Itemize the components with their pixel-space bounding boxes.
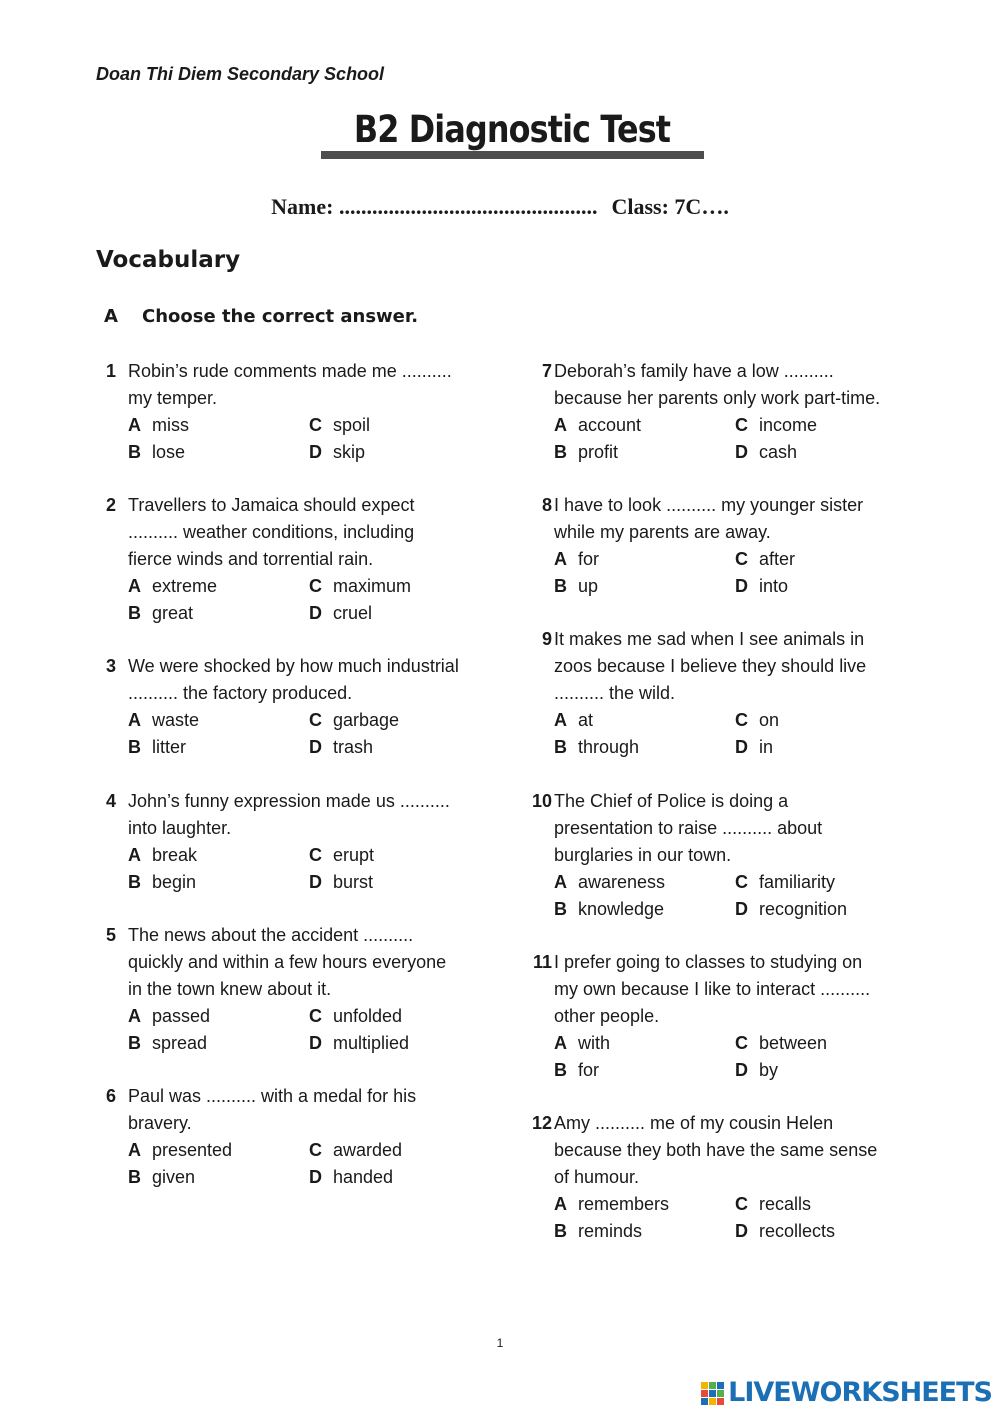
option-c[interactable] — [309, 1137, 402, 1164]
option-a[interactable] — [128, 1137, 232, 1164]
option-a[interactable] — [554, 546, 599, 573]
question-text: It makes me sad when I see animals in zoos because I believe they should live .......... the wild. — [554, 629, 867, 703]
option-text: account — [578, 415, 642, 435]
option-letter: B — [128, 1033, 141, 1053]
option-d[interactable] — [735, 1218, 835, 1245]
option-letter: C — [735, 710, 748, 730]
title-underline — [321, 151, 704, 159]
option-letter: D — [309, 603, 322, 623]
question-number: 6 — [105, 1086, 116, 1106]
option-text: in — [759, 737, 774, 757]
option-d[interactable] — [309, 600, 372, 627]
option-letter: B — [554, 576, 567, 596]
option-b[interactable] — [554, 1218, 642, 1245]
option-d[interactable] — [309, 869, 373, 896]
option-letter: C — [735, 872, 748, 892]
option-text: for — [578, 1060, 600, 1080]
option-text: break — [152, 845, 198, 865]
question-text: I have to look .......... my younger sister while my parents are away. — [554, 495, 864, 542]
option-letter: C — [309, 1140, 322, 1160]
option-text: between — [759, 1033, 828, 1053]
option-letter: D — [735, 1060, 748, 1080]
option-text: spoil — [333, 415, 371, 435]
question-text: I prefer going to classes to studying on my own because I like to interact .......... other people. — [554, 952, 871, 1026]
class-field[interactable]: Class: 7C…. — [611, 194, 729, 219]
option-letter: A — [554, 549, 567, 569]
option-text: spread — [152, 1033, 208, 1053]
task-instruction — [104, 306, 418, 327]
option-letter: A — [554, 872, 567, 892]
option-letter: B — [128, 872, 141, 892]
option-letter: B — [128, 1167, 141, 1187]
option-letter: B — [128, 603, 141, 623]
option-letter: C — [309, 845, 322, 865]
option-text: income — [759, 415, 818, 435]
option-text: recognition — [759, 899, 848, 919]
option-text: profit — [578, 442, 619, 462]
name-field[interactable]: Name: ............................................... — [271, 194, 598, 219]
option-letter: B — [554, 737, 567, 757]
question-text: We were shocked by how much industrial .......... the factory produced. — [128, 656, 459, 703]
option-text: erupt — [333, 845, 375, 865]
option-text: passed — [152, 1006, 211, 1026]
option-a[interactable] — [128, 573, 217, 600]
question-number: 12 — [531, 1113, 552, 1133]
option-text: given — [152, 1167, 196, 1187]
option-c[interactable] — [735, 546, 795, 573]
question-text: The Chief of Police is doing a presentation to raise .......... about burglaries in our town. — [554, 791, 823, 865]
option-text: begin — [152, 872, 197, 892]
option-letter: D — [735, 442, 748, 462]
option-d[interactable] — [309, 439, 365, 466]
option-b[interactable] — [128, 600, 193, 627]
option-d[interactable] — [735, 734, 773, 761]
option-text: awareness — [578, 872, 666, 892]
option-text: for — [578, 549, 600, 569]
option-b[interactable] — [554, 1057, 599, 1084]
option-letter: B — [128, 737, 141, 757]
option-c[interactable] — [735, 1191, 811, 1218]
option-letter: C — [735, 1033, 748, 1053]
option-b[interactable] — [554, 734, 639, 761]
option-text: miss — [152, 415, 189, 435]
option-text: multiplied — [333, 1033, 410, 1053]
question-text: John’s funny expression made us .......... into laughter. — [128, 791, 450, 838]
option-text: lose — [152, 442, 186, 462]
question-number: 11 — [532, 952, 552, 972]
option-letter: B — [554, 442, 567, 462]
option-text: skip — [333, 442, 366, 462]
option-text: unfolded — [333, 1006, 403, 1026]
question-number: 2 — [105, 495, 116, 515]
question-text: Robin’s rude comments made me .......... my temper. — [128, 361, 452, 408]
option-letter: D — [309, 1033, 322, 1053]
option-text: cruel — [333, 603, 373, 623]
option-text: recollects — [759, 1221, 836, 1241]
option-d[interactable] — [735, 1057, 778, 1084]
option-letter: A — [128, 1140, 141, 1160]
question-number: 4 — [105, 791, 116, 811]
option-letter: D — [309, 872, 322, 892]
option-text: waste — [152, 710, 200, 730]
option-text: cash — [759, 442, 798, 462]
option-letter: B — [554, 1060, 567, 1080]
question-number: 9 — [541, 629, 552, 649]
option-d[interactable] — [735, 439, 797, 466]
option-letter: A — [554, 710, 567, 730]
option-letter: A — [128, 710, 141, 730]
option-text: burst — [333, 872, 374, 892]
school-name: Doan Thi Diem Secondary School — [96, 64, 385, 84]
question-text: The news about the accident .......... quickly and within a few hours everyone in the town knew about it. — [128, 925, 447, 999]
option-letter: A — [128, 415, 141, 435]
liveworksheets-logo-text: LIVEWORKSHEETS — [728, 1377, 992, 1408]
option-text: remembers — [578, 1194, 670, 1214]
option-c[interactable] — [735, 1030, 827, 1057]
question-number: 1 — [105, 361, 116, 381]
option-text: awarded — [333, 1140, 403, 1160]
option-text: by — [759, 1060, 779, 1080]
option-text: reminds — [578, 1221, 643, 1241]
option-letter: B — [128, 442, 141, 462]
option-d[interactable] — [309, 1164, 393, 1191]
question-text: Deborah’s family have a low .......... because her parents only work part-time. — [554, 361, 881, 408]
option-letter: C — [309, 415, 322, 435]
question-text: Amy .......... me of my cousin Helen because they both have the same sense of humour. — [554, 1113, 878, 1187]
question-text: Paul was .......... with a medal for his bravery. — [128, 1086, 417, 1133]
option-d[interactable] — [309, 1030, 409, 1057]
option-text: presented — [152, 1140, 233, 1160]
option-letter: A — [554, 415, 567, 435]
option-d[interactable] — [309, 734, 373, 761]
option-letter: D — [309, 737, 322, 757]
page-title: B2 Diagnostic Test — [353, 108, 671, 151]
option-c[interactable] — [735, 412, 817, 439]
option-text: handed — [333, 1167, 394, 1187]
option-b[interactable] — [554, 573, 598, 600]
option-text: garbage — [333, 710, 400, 730]
liveworksheets-logo-icon — [700, 1380, 726, 1406]
option-text: great — [152, 603, 194, 623]
option-letter: A — [554, 1194, 567, 1214]
option-b[interactable] — [554, 896, 664, 923]
option-text: recalls — [759, 1194, 812, 1214]
option-a[interactable] — [554, 1191, 669, 1218]
option-text: up — [578, 576, 599, 596]
option-a[interactable] — [128, 412, 189, 439]
option-a[interactable] — [554, 707, 593, 734]
option-letter: D — [309, 1167, 322, 1187]
option-b[interactable] — [128, 734, 186, 761]
option-letter: C — [735, 415, 748, 435]
option-text: knowledge — [578, 899, 665, 919]
option-letter: C — [309, 1006, 322, 1026]
option-text: through — [578, 737, 640, 757]
page-number: 1 — [496, 1336, 504, 1350]
option-text: into — [759, 576, 789, 596]
option-letter: B — [554, 1221, 567, 1241]
option-text: litter — [152, 737, 187, 757]
option-a[interactable] — [554, 1030, 610, 1057]
option-b[interactable] — [128, 439, 185, 466]
option-letter: D — [309, 442, 322, 462]
option-letter: C — [309, 710, 322, 730]
option-letter: C — [309, 576, 322, 596]
option-letter: A — [554, 1033, 567, 1053]
option-a[interactable] — [128, 707, 199, 734]
liveworksheets-logo — [700, 1377, 992, 1408]
option-text: after — [759, 549, 796, 569]
option-c[interactable] — [309, 1003, 402, 1030]
option-a[interactable] — [554, 869, 665, 896]
option-d[interactable] — [735, 896, 847, 923]
option-c[interactable] — [309, 573, 411, 600]
option-letter: A — [128, 576, 141, 596]
option-text: with — [578, 1033, 611, 1053]
option-a[interactable] — [128, 842, 197, 869]
option-text: familiarity — [759, 872, 836, 892]
option-a[interactable] — [554, 412, 641, 439]
option-b[interactable] — [128, 1030, 207, 1057]
option-letter: A — [128, 845, 141, 865]
option-letter: D — [735, 1221, 748, 1241]
option-letter: A — [128, 1006, 141, 1026]
option-c[interactable] — [309, 842, 374, 869]
question-text: Travellers to Jamaica should expect .......... weather conditions, including fierce winds and torrential rain. — [128, 495, 415, 569]
option-c[interactable] — [309, 707, 399, 734]
option-d[interactable] — [735, 573, 788, 600]
option-c[interactable] — [309, 412, 370, 439]
option-text: extreme — [152, 576, 218, 596]
option-text: trash — [333, 737, 374, 757]
question-number: 10 — [531, 791, 552, 811]
option-letter: D — [735, 737, 748, 757]
option-a[interactable] — [128, 1003, 210, 1030]
option-c[interactable] — [735, 707, 779, 734]
option-letter: B — [554, 899, 567, 919]
option-text: at — [578, 710, 594, 730]
question-number: 3 — [105, 656, 116, 676]
option-letter: D — [735, 576, 748, 596]
option-b[interactable] — [128, 1164, 195, 1191]
question-number: 8 — [541, 495, 552, 515]
option-letter: D — [735, 899, 748, 919]
option-text: maximum — [333, 576, 412, 596]
option-letter: C — [735, 549, 748, 569]
option-letter: C — [735, 1194, 748, 1214]
option-b[interactable] — [554, 439, 618, 466]
task-text: Choose the correct answer. — [142, 306, 419, 327]
question-number: 7 — [541, 361, 552, 381]
section-heading: Vocabulary — [96, 247, 241, 273]
task-letter: A — [104, 306, 118, 327]
option-text: on — [759, 710, 780, 730]
name-class-row — [0, 194, 1000, 220]
option-b[interactable] — [128, 869, 196, 896]
question-number: 5 — [105, 925, 116, 945]
option-c[interactable] — [735, 869, 835, 896]
